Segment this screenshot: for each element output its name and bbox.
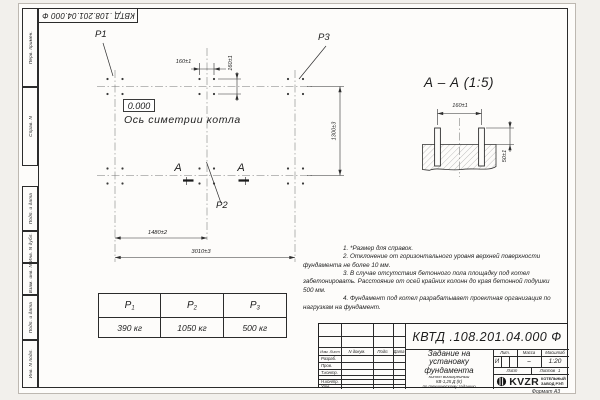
tb-row-nkontr: Н.контр. xyxy=(321,379,339,384)
tb-row-tkontr: Т.контр. xyxy=(321,369,338,375)
tb-lit-value: И xyxy=(494,358,500,365)
tb-mass-header: Масса xyxy=(522,350,536,355)
tb-sheets-cell xyxy=(531,367,569,374)
loads-header-p3 xyxy=(224,294,286,318)
dim-bolt-spacing-y: 160±1 xyxy=(228,55,234,71)
section-concrete-block xyxy=(423,145,497,171)
dim-span-1480: 1480±2 xyxy=(147,230,168,236)
loads-header-base: Р xyxy=(124,300,132,311)
tb-sheets-label: Листов xyxy=(539,368,555,373)
tb-lit-header: Лит. xyxy=(500,350,510,355)
symmetry-axis-label: Ось симетрии котла xyxy=(124,114,241,126)
sidebar-label: Инв. N дубл. xyxy=(27,232,33,262)
kvzr-logo-icon xyxy=(496,376,507,387)
kvzr-brand-text: KVZR xyxy=(509,375,540,388)
loads-value-p1: 390 кг xyxy=(99,318,161,337)
loads-header-sub: 2 xyxy=(193,305,197,311)
tb-col-n-dokum: N докум. xyxy=(348,348,366,354)
tb-scale-value: 1:20 xyxy=(548,358,562,365)
format-label: Формат А3 xyxy=(531,388,561,395)
loads-table xyxy=(98,293,287,338)
titleblock-doc-number: КВТД .108.201.04.000 Ф xyxy=(412,329,562,344)
loads-header-sub: 1 xyxy=(131,305,135,311)
loads-header-p1 xyxy=(99,294,161,318)
dim-bolt-protrusion: 50±1 xyxy=(502,149,508,163)
sidebar-label: Справ. N xyxy=(27,116,33,137)
tb-subtitle-line: по техническому заданию xyxy=(422,383,476,389)
tb-row-utv: Утв. xyxy=(321,384,331,389)
plan-anchor-bolt-dots xyxy=(106,78,304,185)
title-block xyxy=(318,323,568,388)
tb-col-podp: Подп. xyxy=(377,348,389,354)
tb-subtitle-line: КВ-1,25 Д (К) xyxy=(436,379,462,385)
section-letter-left: А xyxy=(174,162,182,174)
section-letter-right: А xyxy=(237,162,245,174)
tb-row-prov: Пров. xyxy=(321,363,333,368)
tb-title-line: Задание на xyxy=(427,349,471,358)
kvzr-sub-line2: ЗАВОД РЭП xyxy=(541,381,564,386)
elevation-value: 0.000 xyxy=(127,100,151,111)
section-view-title: А – А (1:5) xyxy=(424,75,495,90)
loads-header-base: Р xyxy=(186,300,194,311)
tb-drawing-title xyxy=(405,349,493,376)
load-point-p3-label: Р3 xyxy=(318,32,330,43)
note-4: 4. Фундамент под котел разрабатывает проектная организация по нагрузкам на фундамент. xyxy=(303,295,551,311)
load-point-p1-label: Р1 xyxy=(95,29,107,40)
note-3: 3. В случае отсутствия бетонного пола площадку под котел забетонировать. Расстояние от осей крайних колонн до края бетонной подушки 500 мм. xyxy=(303,270,550,294)
sidebar-label: Инв. N подл. xyxy=(27,349,33,379)
sidebar-label: Подп. и дата xyxy=(27,192,33,225)
tb-company-cell xyxy=(493,374,569,389)
sidebar-label: Перв. примен. xyxy=(27,30,33,65)
note-2: 2. Отклонение от горизонтального уровня верхней поверхности фундамента не более 10 мм. xyxy=(303,253,541,269)
sidebar-label: Подп. и дата xyxy=(27,301,33,334)
tb-title-line: фундамента xyxy=(424,365,474,375)
tb-scale-header: Масштаб xyxy=(545,350,565,355)
tb-sheets-value: 1 xyxy=(557,368,561,373)
tb-title-line: установку xyxy=(429,357,469,367)
tb-subtitle-line: Котел водогрейный xyxy=(428,376,470,380)
sidebar-label: Взам. инв. N xyxy=(27,264,33,294)
kvzr-brand-subtext xyxy=(541,377,566,386)
kvzr-sub-line1: КОТЕЛЬНЫЙ xyxy=(541,376,566,381)
tb-boiler-subtitle xyxy=(405,376,493,389)
tb-sheet-label: Лист xyxy=(506,368,518,373)
loads-value-p2: 1050 кг xyxy=(161,318,223,337)
tb-col-data: Дата xyxy=(393,348,405,354)
tb-col-izm-list: Изм. Лист xyxy=(320,348,340,354)
section-cut-marks xyxy=(183,177,249,185)
tb-mass-value: – xyxy=(527,358,531,365)
dim-foundation-depth: 1300±3 xyxy=(331,121,338,141)
notes-block xyxy=(303,245,560,312)
load-point-p2-label: Р2 xyxy=(216,200,228,211)
dim-section-bolt-spacing: 160±1 xyxy=(452,103,468,109)
loads-header-sub: 3 xyxy=(256,305,260,311)
loads-header-base: Р xyxy=(249,300,257,311)
tb-row-razrab: Разраб. xyxy=(321,356,337,361)
dim-bolt-spacing-x: 160±1 xyxy=(175,59,192,65)
loads-header-p2 xyxy=(161,294,223,318)
elevation-mark xyxy=(123,99,155,112)
note-1: 1. *Размер для справок. xyxy=(343,245,414,252)
loads-value-p3: 500 кг xyxy=(242,322,268,333)
dim-span-3010: 3010±3 xyxy=(191,249,211,255)
top-doc-number-text: КВТД .108.201.04.000 Ф xyxy=(41,11,135,20)
